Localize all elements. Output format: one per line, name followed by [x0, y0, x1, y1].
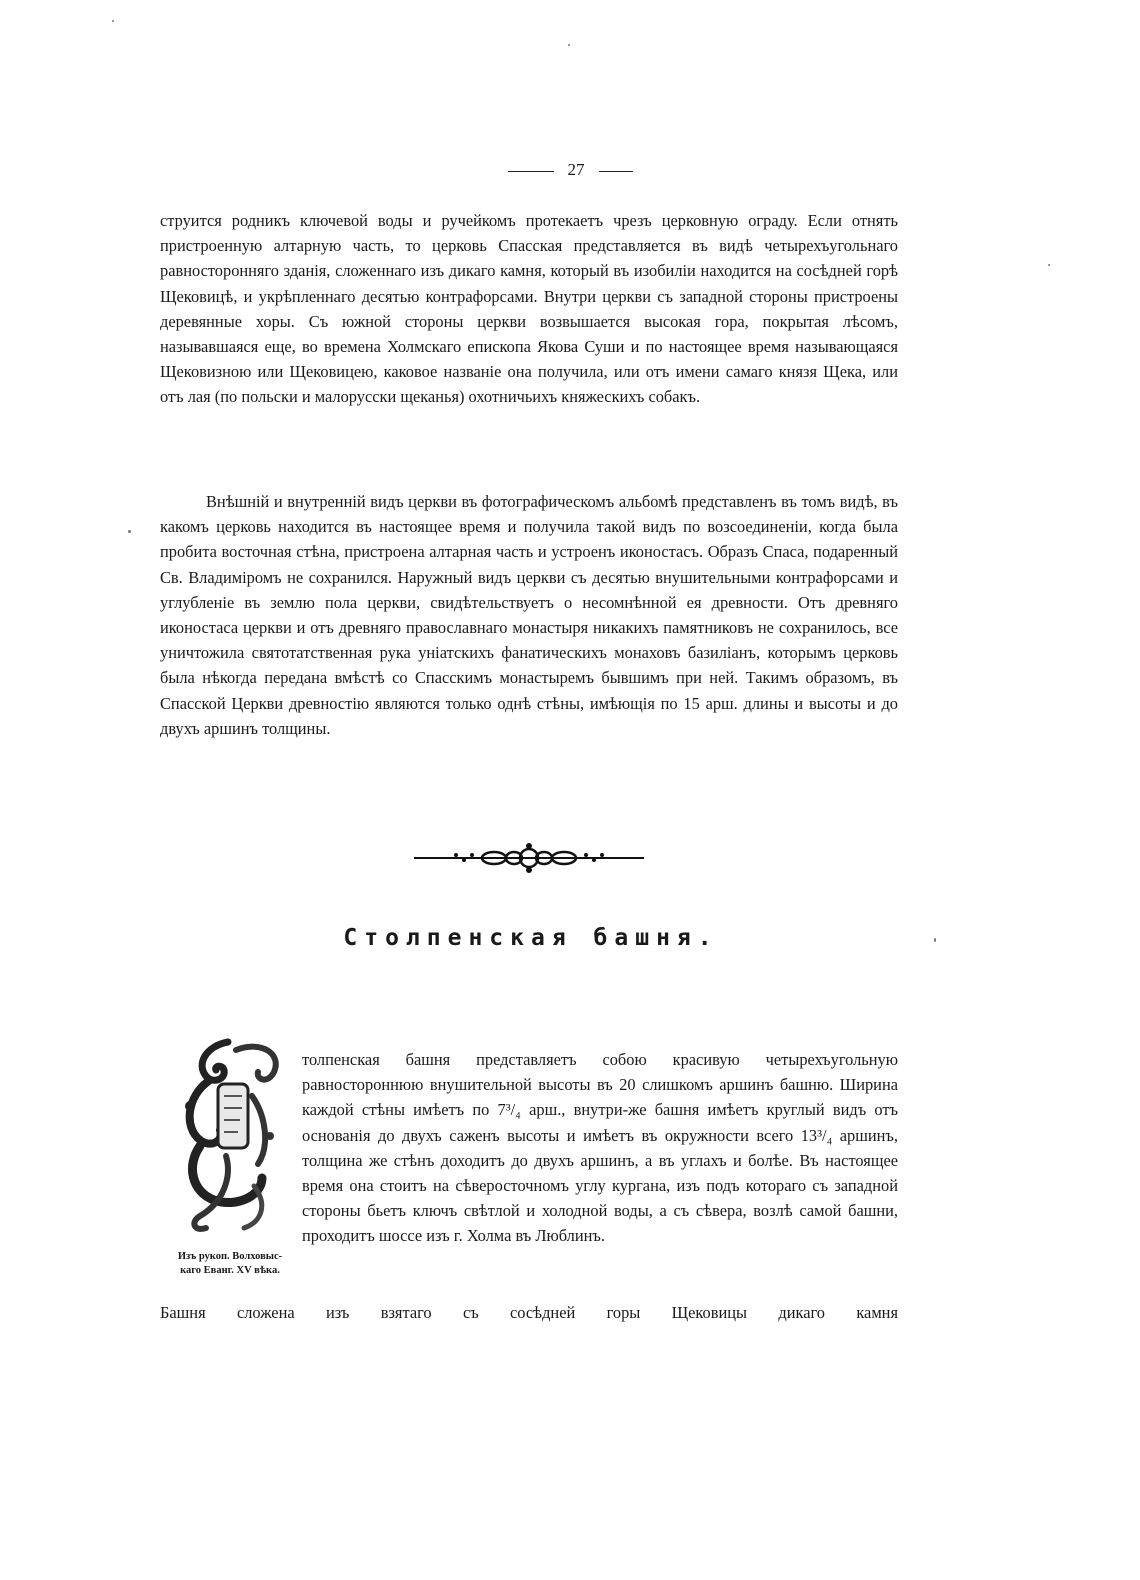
speck: [934, 938, 936, 942]
page-number: 27: [567, 160, 585, 179]
paragraph-2-text: Внѣшній и внутренній видъ церкви въ фотографическомъ альбомѣ представленъ въ томъ видѣ, въ какомъ церковь находится въ настоящее время и получила такой видъ по возсоединеніи, когда была пробита восточная стѣна, пристроена алтарная часть и устроенъ иконостасъ. Образъ Спаса, подаренный Св. Владиміромъ не сохранился. Наружный видъ церкви съ десятью внушительными контрафорсами и углубленіе въ землю пола церкви, свидѣтельствуетъ о несомнѣнной ея древности. Отъ древняго иконостаса церкви и отъ древняго православнаго монастыря никакихъ памятниковъ не сохранилось, все уничтожила святотатственная рука уніатскихъ фанатическихъ монаховъ базиліанъ, которымъ церковь была нѣкогда передана вмѣстѣ со Спасскимъ монастыремъ бывшимъ при ней. Такимъ образомъ, въ Спасской Церкви древностію являются только однѣ стѣны, имѣющія по 15 арш. длины и высоты и до двухъ аршинъ толщины.: [160, 492, 898, 738]
speck: [128, 530, 131, 533]
paragraph-1: [160, 208, 898, 410]
speck: [112, 20, 114, 22]
initial-caption-line-2: каго Еванг. XV вѣка.: [180, 1265, 280, 1276]
illuminated-initial-letter-icon: [166, 1036, 294, 1236]
lead-paragraph: толпенская башня представляетъ собою красивую четырехъугольную равностороннюю внушительной высоты въ 20 слишкомъ аршинъ башню. Ширина каждой стѣны имѣетъ по 7³/₄ арш., внутри-же башня имѣетъ круглый видъ отъ основанія до двухъ саженъ высоты и имѣетъ въ окружности всего 13³/₄ аршинъ, толщина же стѣнъ доходитъ до двухъ аршинъ, а въ углахъ и болѣе. Въ настоящее время она стоитъ на сѣверосточномъ углу кургана, изъ подъ котораго съ западной стороны бьетъ ключъ свѣтлой и холодной воды, а съ сѣвера, возлѣ самой башни, проходитъ шоссе изъ г. Холма въ Люблинъ.: [302, 1050, 898, 1246]
closing-line: Башня сложена изъ взятаго съ сосѣдней горы Щековицы дикаго камня: [160, 1303, 898, 1322]
right-rule: [599, 171, 633, 172]
paragraph-2: [160, 489, 898, 741]
paragraph-1-text: струится родникъ ключевой воды и ручейкомъ протекаетъ чрезъ церковную ограду. Если отнять пристроенную алтарную часть, то церковь Спасская представляется въ видѣ четырехъугольнаго равносторонняго зданія, сложеннаго изъ дикаго камня, который въ изобиліи находится на сосѣдней горѣ Щековицѣ, и укрѣпленнаго десятью контрафорсами. Внутри церкви съ западной стороны пристроены деревянные хоры. Съ южной стороны церкви возвышается высокая гора, покрытая лѣсомъ, называвшаяся еще, во времена Холмскаго епископа Якова Суши и по настоящее время называющаяся Щековизною или Щековицею, каковое названіе она получила, или отъ имени самаго князя Щека, или отъ лая (по польски и малорусски щеканья) охотничьихъ княжескихъ собакъ.: [160, 211, 898, 407]
page-number-header: [0, 160, 1140, 180]
speck: [1048, 264, 1050, 266]
initial-caption-line-1: Изъ рукоп. Волховыс-: [177, 1251, 283, 1262]
section-title: Столпенская башня.: [343, 925, 719, 951]
initial-caption: [155, 1250, 305, 1278]
section-divider-ornament: [414, 840, 644, 876]
speck: [568, 44, 570, 46]
left-rule: [508, 171, 554, 172]
